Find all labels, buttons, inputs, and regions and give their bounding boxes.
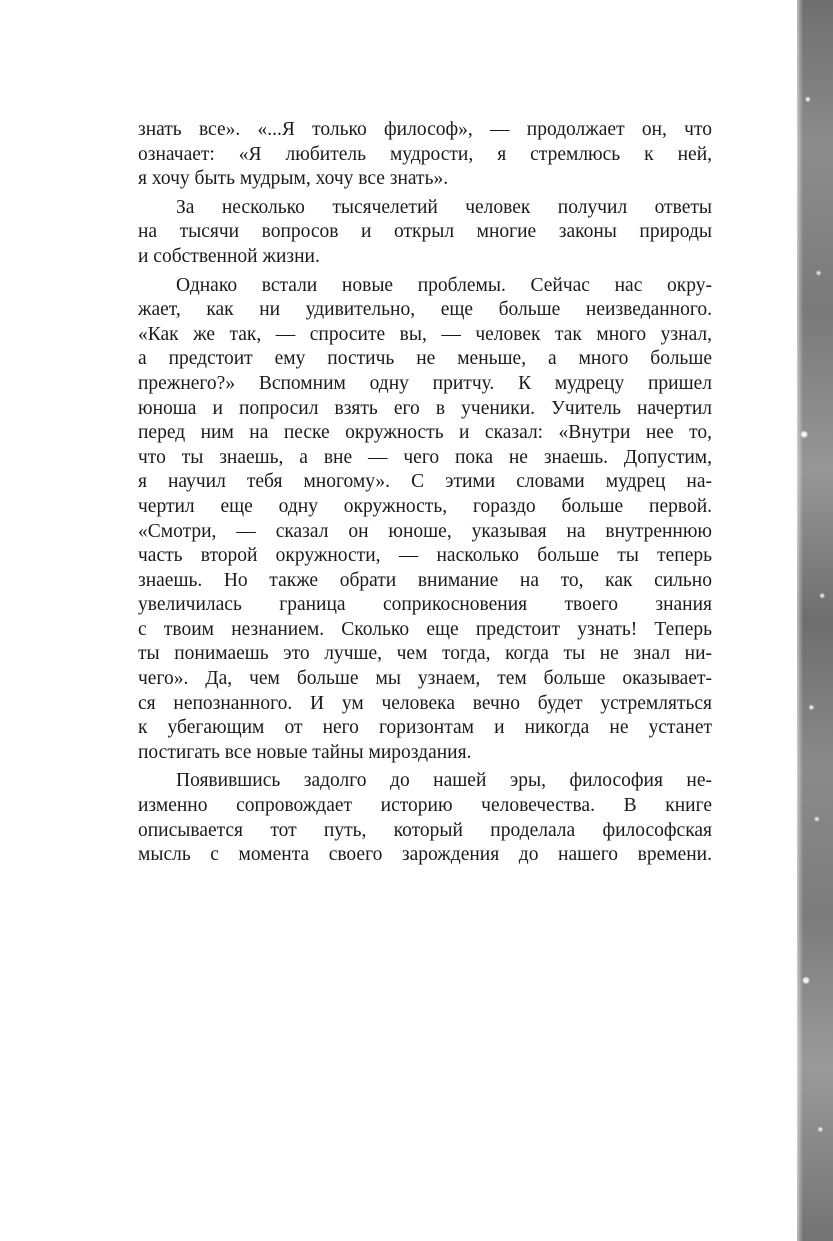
- text-line: «Смотри, — сказал он юноше, указывая на внутреннюю: [138, 520, 712, 542]
- text-line: знаешь. Но также обрати внимание на то, как сильно: [138, 569, 712, 591]
- paragraph-2: [138, 196, 712, 270]
- text-line: я научил тебя многому». С этими словами мудрец на-: [138, 471, 712, 493]
- text-line: перед ним на песке окружность и сказал: «Внутри нее то,: [138, 422, 712, 444]
- paragraph-3: [138, 274, 712, 766]
- paragraph-4: [138, 769, 712, 867]
- text-line: Однако встали новые проблемы. Сейчас нас окру-: [176, 274, 712, 296]
- text-line: За несколько тысячелетий человек получил ответы: [176, 196, 712, 218]
- text-line: юноша и попросил взять его в ученики. Учитель начертил: [138, 397, 712, 419]
- text-line: часть второй окружности, — насколько больше ты теперь: [138, 545, 712, 567]
- text-line: что ты знаешь, а вне — чего пока не знаешь. Допустим,: [138, 446, 712, 468]
- text-line: я хочу быть мудрым, хочу все знать».: [138, 168, 449, 190]
- text-line: означает: «Я любитель мудрости, я стремлюсь к ней,: [138, 143, 712, 165]
- text-line: и собственной жизни.: [138, 245, 320, 267]
- text-line: жает, как ни удивительно, еще больше неизведанного.: [138, 299, 712, 321]
- text-line: с твоим незнанием. Сколько еще предстоит узнать! Теперь: [138, 618, 712, 640]
- text-line: а предстоит ему постичь не меньше, а много больше: [138, 348, 712, 370]
- paragraph-1: [138, 118, 712, 192]
- text-line: чертил еще одну окружность, гораздо больше первой.: [138, 495, 712, 517]
- text-line: описывается тот путь, который проделала философская: [138, 819, 712, 841]
- text-line: знать все». «...Я только философ», — продолжает он, что: [138, 119, 712, 140]
- text-line: ся непознанного. И ум человека вечно будет устремляться: [138, 692, 712, 714]
- cover-edge-strip: [797, 0, 833, 1241]
- text-line: прежнего?» Вспомним одну притчу. К мудрецу пришел: [138, 372, 712, 394]
- text-line: чего». Да, чем больше мы узнаем, тем больше оказывает-: [138, 668, 712, 690]
- body-text: [138, 118, 712, 868]
- text-line: мысль с момента своего зарождения до нашего времени.: [138, 844, 712, 866]
- text-line: постигать все новые тайны мироздания.: [138, 741, 472, 763]
- text-line: изменно сопровождает историю человечества. В книге: [138, 795, 712, 817]
- text-line: «Как же так, — спросите вы, — человек так много узнал,: [138, 323, 712, 345]
- text-line: к убегающим от него горизонтам и никогда не устанет: [138, 717, 712, 739]
- text-line: увеличилась граница соприкосновения твоего знания: [138, 594, 712, 616]
- text-line: ты понимаешь это лучше, чем тогда, когда ты не знал ни-: [138, 643, 712, 665]
- text-line: на тысячи вопросов и открыл многие законы природы: [138, 221, 712, 243]
- text-line: Появившись задолго до нашей эры, философия не-: [176, 770, 712, 792]
